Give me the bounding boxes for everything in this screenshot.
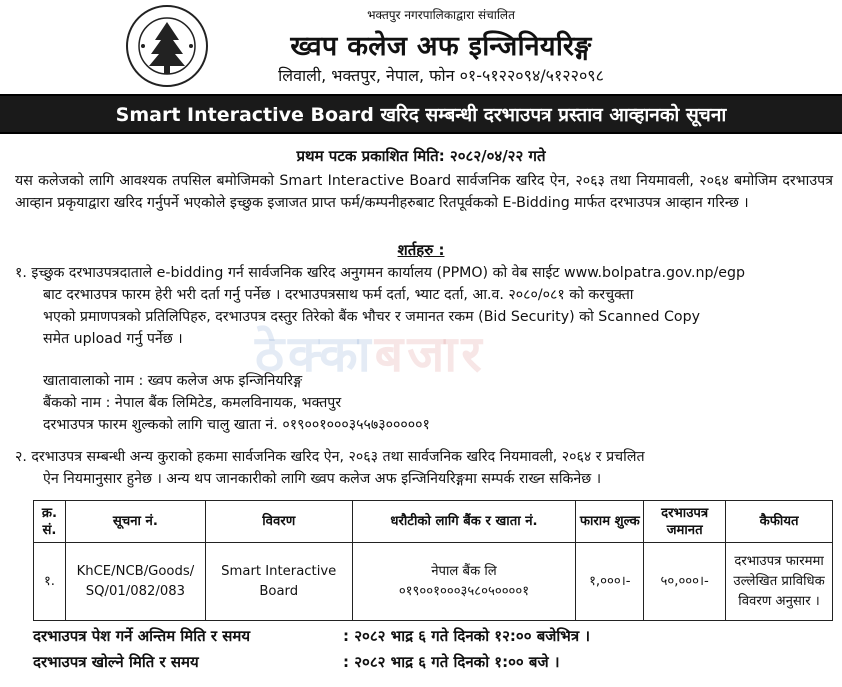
notice-header xyxy=(0,0,842,92)
submission-deadline-value: : २०८२ भाद्र ६ गते दिनको १२:०० बजेभित्र । xyxy=(343,627,591,645)
fee-account-number: दरभाउपत्र फारम शुल्कको लागि चालु खाता नं. ०१९००१०००३५५७३०००००१ xyxy=(43,417,430,433)
condition-2 xyxy=(15,446,833,490)
cell-remarks: दरभाउपत्र फारममा उल्लेखित प्राविधिक विवरण अनुसार । xyxy=(726,543,833,621)
bank-name: बैंकको नाम : नेपाल बैंक लिमिटेड, कमलविनायक, भक्तपुर xyxy=(43,395,342,411)
opening-date-label: दरभाउपत्र खोल्ने मिति र समय xyxy=(33,653,199,671)
col-remarks: कैफीयत xyxy=(726,501,833,543)
condition-1-line-3: भएको प्रमाणपत्रको प्रतिलिपिहरु, दरभाउपत्र दस्तुर तिरेको बैंक भौचर र जमानत रकम (Bid Security) को Scanned Copy xyxy=(43,309,700,325)
intro-paragraph: यस कलेजको लागि आवश्यक तपसिल बमोजिमको Smart Interactive Board सार्वजनिक खरिद ऐन, २०६३ तथा नियमावली, २०६४ बमोजिम दरभाउपत्र आव्हान प्रकृयाद्वारा खरिद गर्नुपर्ने भएकोले इच्छुक इजाजत प्राप्त फर्म/कम्पनीहरुबाट रितपूर्वकको E-Bidding मार्फत दरभाउपत्र आव्हान गरिन्छ । xyxy=(15,173,833,211)
col-deposit: धरौटीको लागि बैंक र खाता नं. xyxy=(352,501,576,543)
cell-form-fee: १,०००।- xyxy=(576,543,644,621)
cell-deposit-bank: नेपाल बैंक लि xyxy=(431,563,497,579)
cell-notice-no: KhCE/NCB/Goods/ SQ/01/082/083 xyxy=(65,543,205,621)
col-description: विवरण xyxy=(205,501,352,543)
opening-date-value: : २०८२ भाद्र ६ गते दिनको १:०० बजे । xyxy=(343,653,560,671)
cell-bid-security: ५०,०००।- xyxy=(644,543,726,621)
condition-2-line-1: २. दरभाउपत्र सम्बन्धी अन्य कुराको हकमा सार्वजनिक खरिद ऐन, २०६३ तथा सार्वजनिक खरिद नियमावली, २०६४ र प्रचलित xyxy=(15,449,645,465)
watermark: ठेक्काबजार xyxy=(255,325,486,383)
col-form-fee: फाराम शुल्क xyxy=(576,501,644,543)
notice-title: Smart Interactive Board खरिद सम्बन्धी दरभाउपत्र प्रस्ताव आव्हानको सूचना xyxy=(0,94,842,134)
account-details xyxy=(15,370,833,436)
condition-2-line-2: ऐन नियमानुसार हुनेछ । अन्य थप जानकारीको लागि ख्वप कलेज अफ इन्जिनियरिङ्गमा सम्पर्क राख्न सकिनेछ । xyxy=(43,471,602,487)
managing-body-line: भक्तपुर नगरपालिकाद्वारा संचालित xyxy=(367,8,515,22)
condition-1-line-2: बाट दरभाउपत्र फारम हेरी भरी दर्ता गर्नु पर्नेछ । दरभाउपत्रसाथ फर्म दर्ता, भ्याट दर्ता, आ.व. २०८०/०८१ को करचुक्ता xyxy=(43,287,634,303)
cell-sn: १. xyxy=(34,543,66,621)
cell-deposit-account: ०१९००१०००३५८०५००००१ xyxy=(398,583,530,599)
condition-1 xyxy=(15,262,833,350)
table-row xyxy=(34,543,833,621)
published-date: प्रथम पटक प्रकाशित मिति: २०८२/०४/२२ गते xyxy=(296,147,546,165)
condition-1-line-4: समेत upload गर्नु पर्नेछ । xyxy=(43,331,183,347)
account-holder: खातावालाको नाम : ख्वप कलेज अफ इन्जिनियरिङ्ग xyxy=(43,373,303,389)
col-notice-no: सूचना नं. xyxy=(65,501,205,543)
college-name: ख्वप कलेज अफ इन्जिनियरिङ्ग xyxy=(290,31,592,62)
col-bid-security: दरभाउपत्र जमानत xyxy=(644,501,726,543)
conditions-heading: शर्तहरु : xyxy=(397,241,445,259)
condition-1-line-1: १. इच्छुक दरभाउपत्रदाताले e-bidding गर्न सार्वजनिक खरिद अनुगमन कार्यालय (PPMO) को वेब साईट www.bolpatra.gov.np/egp xyxy=(15,265,745,281)
col-sn: क्र. सं. xyxy=(34,501,66,543)
college-address: लिवाली, भक्तपुर, नेपाल, फोन ०१-५१२२०९४/५१२२०९८ xyxy=(278,66,604,85)
cell-deposit xyxy=(352,543,576,621)
table-header-row xyxy=(34,501,833,543)
bid-table xyxy=(33,500,833,621)
cell-description: Smart Interactive Board xyxy=(205,543,352,621)
submission-deadline-label: दरभाउपत्र पेश गर्ने अन्तिम मिति र समय xyxy=(33,627,251,645)
